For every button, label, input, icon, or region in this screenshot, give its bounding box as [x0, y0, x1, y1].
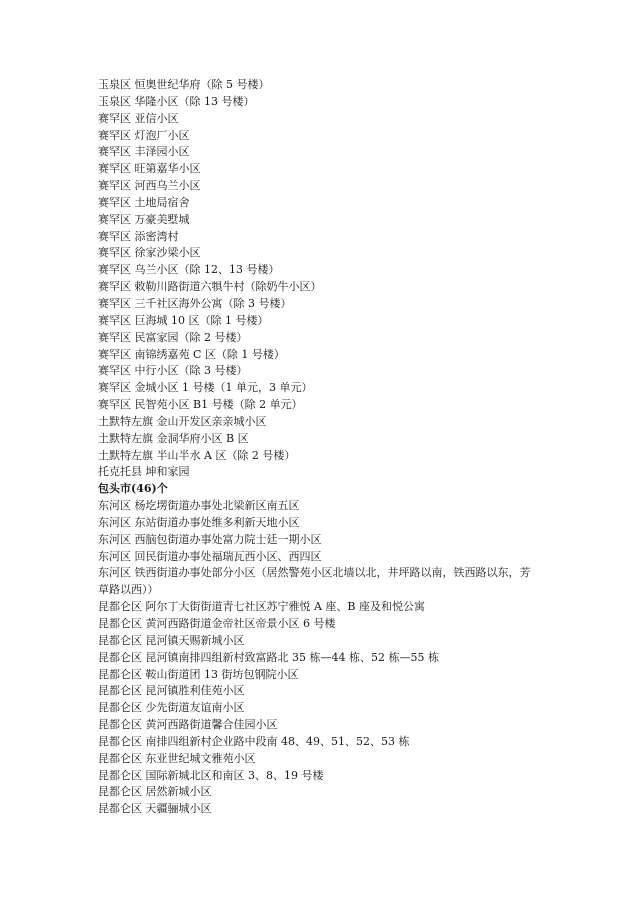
section-heading: 包头市(46)个 — [98, 482, 168, 496]
list-item: 昆都仑区 天疆骊城小区 — [98, 802, 212, 816]
list-item: 东河区 回民街道办事处福瑞瓦西小区、西四区 — [98, 549, 322, 563]
list-item: 昆都仑区 昆河镇南排四组新村致富路北 35 栋—44 栋、52 栋—55 栋 — [98, 650, 439, 664]
list-item: 赛罕区 徐家沙梁小区 — [98, 246, 201, 260]
list-item: 昆都仑区 黄河西路街道馨合佳园小区 — [98, 718, 278, 732]
list-item: 土默特左旗 半山半水 A 区（除 2 号楼） — [98, 448, 296, 462]
list-item: 玉泉区 华隆小区（除 13 号楼） — [98, 94, 255, 108]
list-item: 东河区 铁西街道办事处部分小区（居然警苑小区北墙以北，井坪路以南，铁西路以东，芳草路以西）） — [98, 566, 531, 597]
address-list — [98, 77, 538, 818]
list-item: 赛罕区 万豪美墅城 — [98, 212, 190, 226]
list-item: 赛罕区 民富家园（除 2 号楼） — [98, 330, 248, 344]
list-item: 赛罕区 敕勒川路街道六犋牛村（除奶牛小区） — [98, 280, 322, 294]
list-item: 东河区 杨圪塄街道办事处北梁新区南五区 — [98, 499, 300, 513]
list-item: 赛罕区 灯泡厂小区 — [98, 128, 190, 142]
list-item: 赛罕区 添密湾村 — [98, 229, 179, 243]
list-item: 赛罕区 巨海城 10 区（除 1 号楼） — [98, 313, 269, 327]
list-item: 昆都仑区 国际新城北区和南区 3、8、19 号楼 — [98, 768, 324, 782]
list-item: 赛罕区 南锦绣嘉苑 C 区（除 1 号楼） — [98, 347, 285, 361]
list-item: 赛罕区 乌兰小区（除 12、13 号楼） — [98, 263, 280, 277]
list-item: 土默特左旗 金山开发区亲亲城小区 — [98, 414, 267, 428]
list-item: 赛罕区 金城小区 1 号楼（1 单元，3 单元） — [98, 381, 313, 395]
list-item: 赛罕区 土地局宿舍 — [98, 195, 190, 209]
list-item: 赛罕区 民智苑小区 B1 号楼（除 2 单元） — [98, 398, 303, 412]
list-item: 昆都仑区 黄河西路街道金帝社区帝景小区 6 号楼 — [98, 617, 336, 630]
list-item: 昆都仑区 少先街道友谊南小区 — [98, 701, 245, 715]
list-item: 托克托县 坤和家园 — [98, 465, 190, 479]
list-item: 昆都仑区 昆河镇天赐新城小区 — [98, 633, 245, 647]
list-item: 昆都仑区 鞍山街道团 13 街坊包钢院小区 — [98, 667, 299, 681]
list-item: 赛罕区 三千社区海外公寓（除 3 号楼） — [98, 296, 292, 310]
list-item: 赛罕区 河西乌兰小区 — [98, 179, 201, 193]
list-item: 昆都仑区 阿尔丁大街街道青七社区苏宁雅悦 A 座、B 座及和悦公寓 — [98, 600, 426, 614]
list-item: 赛罕区 亚信小区 — [98, 111, 179, 125]
list-item: 赛罕区 旺第嘉华小区 — [98, 162, 201, 176]
list-item: 昆都仑区 居然新城小区 — [98, 785, 212, 799]
list-item: 赛罕区 丰泽园小区 — [98, 145, 190, 159]
list-item: 昆都仑区 东亚世纪城文雅苑小区 — [98, 751, 256, 765]
list-item: 玉泉区 恒奥世纪华府（除 5 号楼） — [98, 78, 270, 91]
list-item: 昆都仑区 昆河镇胜利佳苑小区 — [98, 684, 245, 698]
list-item: 东河区 东站街道办事处维多利新天地小区 — [98, 515, 300, 529]
list-item: 昆都仑区 南排四组新村企业路中段南 48、49、51、52、53 栋 — [98, 734, 410, 748]
list-item: 土默特左旗 金洞华府小区 B 区 — [98, 431, 249, 445]
list-item: 赛罕区 中行小区（除 3 号楼） — [98, 364, 248, 378]
list-item: 东河区 西脑包街道办事处富力院士廷一期小区 — [98, 532, 322, 546]
